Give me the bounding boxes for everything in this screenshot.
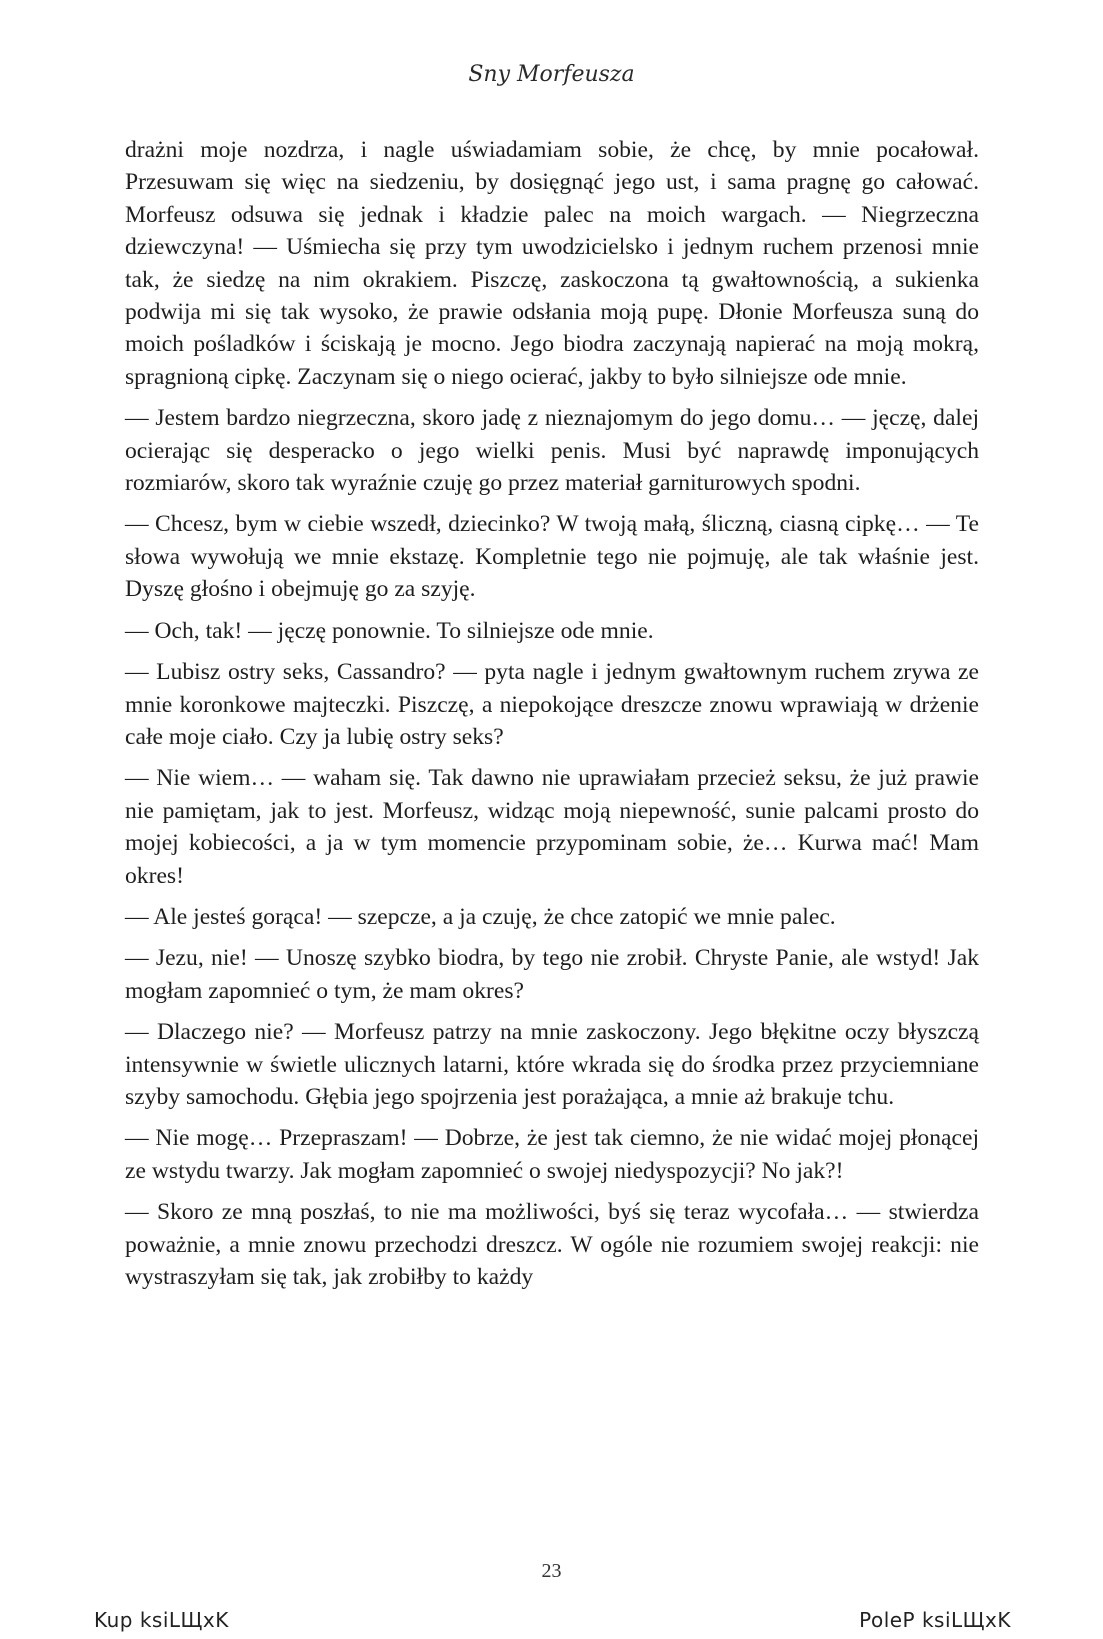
paragraph: — Chcesz, bym w ciebie wszedł, dziecinko? W twoją małą, śliczną, ciasną cipkę… — Te słowa wywołują we mnie ekstazę. Kompletnie tego nie pojmuję, ale tak właśnie jest. Dyszę głośno i obejmuję go za szyję. xyxy=(125,511,979,603)
paragraph: — Skoro ze mną poszłaś, to nie ma możliwości, byś się teraz wycofała… — stwierdza poważnie, a mnie znowu przechodzi dreszcz. W ogóle nie rozumiem swojej reakcji: nie wystraszyłam się tak, jak zrobiłby to każdy xyxy=(125,1199,979,1290)
paragraph: — Jestem bardzo niegrzeczna, skoro jadę z nieznajomym do jego domu… — jęczę, dalej ocierając się desperacko o jego wielki penis. Musi być naprawdę imponujących rozmiarów, skoro tak wyraźnie czuję go przez materiał garniturowych spodni. xyxy=(125,405,979,497)
paragraph: — Nie mogę… Przepraszam! — Dobrze, że jest tak ciemno, że nie widać mojej płonącej ze wstydu twarzy. Jak mogłam zapomnieć o swojej niedyspozycji? No jak?! xyxy=(125,1125,979,1184)
body-text xyxy=(125,134,979,1302)
paragraph: — Jezu, nie! — Unoszę szybko biodra, by tego nie zrobił. Chryste Panie, ale wstyd! Jak mogłam zapomnieć o tym, że mam okres? xyxy=(125,945,979,1004)
running-title: Sny Morfeusza xyxy=(468,62,635,87)
page-number: 23 xyxy=(541,1560,562,1582)
paragraph: — Dlaczego nie? — Morfeusz patrzy na mnie zaskoczony. Jego błękitne oczy błyszczą intensywnie w świetle ulicznych latarni, które wkrada się do środka przez przyciemniane szyby samochodu. Głębia jego spojrzenia jest porażająca, a mnie aż brakuje tchu. xyxy=(125,1019,979,1110)
paragraph: drażni moje nozdrza, i nagle uświadamiam sobie, że chcę, by mnie pocałował. Przesuwam się więc na siedzeniu, by dosięgnąć jego ust, i sama pragnę go całować. Morfeusz odsuwa się jednak i kładzie palec na moich wargach. — Niegrzeczna dziewczyna! — Uśmiecha się przy tym uwodzicielsko i jednym ruchem przenosi mnie tak, że siedzę na nim okrakiem. Piszczę, zaskoczona tą gwałtownością, a sukienka podwija mi się tak wysoko, że prawie odsłania moją pupę. Dłonie Morfeusza suną do moich pośladków i ściskają je mocno. Jego biodra zaczynają napierać na moją mokrą, spragnioną cipkę. Zaczynam się o niego ocierać, jakby to było silniejsze ode mnie. xyxy=(125,137,979,390)
footer-recommend-link[interactable]: PoleP ksiLЩxK xyxy=(859,1608,1011,1632)
paragraph: — Lubisz ostry seks, Cassandro? — pyta nagle i jednym gwałtownym ruchem zrywa ze mnie koronkowe majteczki. Piszczę, a niepokojące dreszcze znowu wprawiają w drżenie całe moje ciało. Czy ja lubię ostry seks? xyxy=(125,659,979,750)
paragraph: — Och, tak! — jęczę ponownie. To silniejsze ode mnie. xyxy=(125,617,654,644)
paragraph: — Ale jesteś gorąca! — szepcze, a ja czuję, że chce zatopić we mnie palec. xyxy=(125,903,836,930)
paragraph: — Nie wiem… — waham się. Tak dawno nie uprawiałam przecież seksu, że już prawie nie pamiętam, jak to jest. Morfeusz, widząc moją niepewność, sunie palcami prosto do mojej kobiecości, a ja w tym momencie przypominam sobie, że… Kurwa mać! Mam okres! xyxy=(125,765,979,889)
footer-buy-link[interactable]: Kup ksiLЩxK xyxy=(94,1608,229,1632)
